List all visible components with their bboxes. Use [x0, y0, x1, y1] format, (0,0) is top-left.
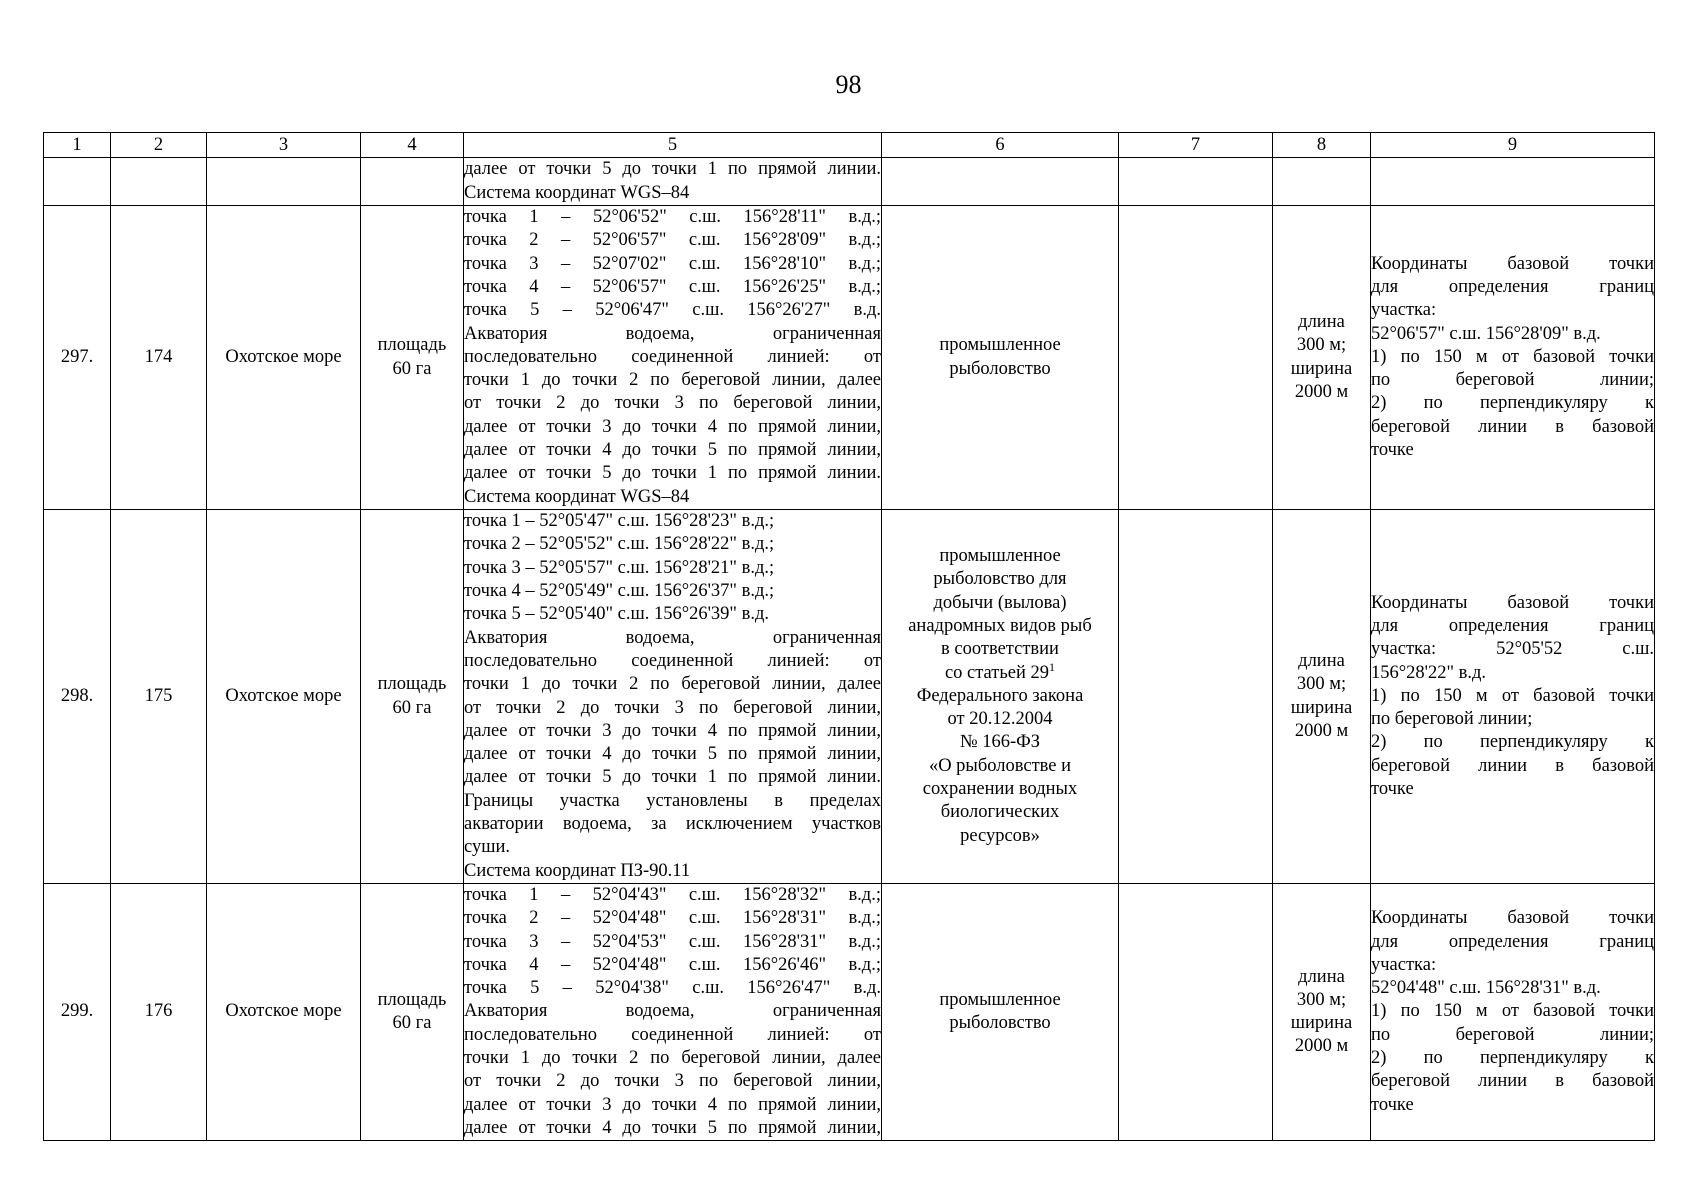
site-number: 175 [111, 510, 207, 884]
fishing-type-line [882, 708, 1118, 731]
site-number: 176 [111, 884, 207, 1141]
water-body [207, 158, 361, 206]
fishing-type-line [882, 615, 1118, 638]
boundary-description-line [464, 720, 881, 743]
boundary-description-text: точки 1 до точки 2 по береговой линии, далее [464, 370, 881, 391]
base-point-info-text: для определения границ [1371, 615, 1654, 636]
boundary-description-text: точка 1 – 52°04'43" с.ш. 156°28'32" в.д.; [464, 885, 881, 905]
base-point-info [1371, 510, 1655, 884]
boundary-description-line [464, 931, 881, 954]
column-header: 8 [1273, 133, 1371, 158]
area-line [361, 334, 463, 357]
area [361, 510, 464, 884]
fishing-type-text: от 20.12.2004 [947, 709, 1053, 730]
site-number [111, 158, 207, 206]
fishing-type-text: промышленное [939, 546, 1061, 567]
fishing-type-line [882, 545, 1118, 568]
column-header: 6 [882, 133, 1119, 158]
column-header: 2 [111, 133, 207, 158]
fishing-type-text: промышленное [939, 335, 1061, 356]
boundary-description-text: далее от точки 5 до точки 1 по прямой линии. [464, 767, 881, 788]
base-point-info-text: участка: [1371, 954, 1437, 975]
boundary-description-text: точки 1 до точки 2 по береговой линии, далее [464, 674, 881, 695]
base-point-info-line [1371, 954, 1654, 977]
site-size-line [1273, 650, 1370, 673]
site-size-text: 2000 м [1294, 1036, 1349, 1057]
column-header: 4 [361, 133, 464, 158]
fishing-type-text: рыболовство [949, 1013, 1051, 1034]
area-text: 60 га [392, 1013, 432, 1034]
boundary-description-line [464, 416, 881, 439]
base-point-info-text: точке [1371, 440, 1414, 461]
column-7-cell [1119, 510, 1273, 884]
boundary-description-line [464, 603, 881, 626]
column-header: 3 [207, 133, 361, 158]
site-size-line [1273, 381, 1370, 404]
boundary-description-text: далее от точки 3 до точки 4 по прямой линии, [464, 720, 881, 741]
boundary-description-text: от точки 2 до точки 3 по береговой линии, [464, 1071, 881, 1092]
site-size [1273, 158, 1371, 206]
fishing-type [882, 206, 1119, 510]
boundary-description-text: далее от точки 4 до точки 5 по прямой линии, [464, 1117, 881, 1138]
base-point-info-text: по береговой линии; [1371, 709, 1533, 730]
column-header: 7 [1119, 133, 1273, 158]
fishing-type-line [882, 638, 1118, 661]
boundary-description-line [464, 392, 881, 415]
boundary-description-text: точка 4 – 52°04'48" с.ш. 156°26'46" в.д.; [464, 954, 881, 975]
fishing-type-line [882, 755, 1118, 778]
boundary-description-line [464, 580, 881, 603]
fishing-type-line [882, 592, 1118, 615]
fishing-type-text: добычи (вылова) [933, 592, 1067, 613]
table-row [44, 510, 1655, 884]
boundary-description-line [464, 1094, 881, 1117]
site-size [1273, 510, 1371, 884]
site-size-text: ширина [1290, 358, 1353, 379]
area [361, 206, 464, 510]
base-point-info-text: 156°28'22" в.д. [1371, 662, 1487, 683]
boundary-description-text: Система координат ПЗ-90.11 [464, 860, 691, 881]
boundary-description-text: от точки 2 до точки 3 по береговой линии, [464, 697, 881, 718]
site-size [1273, 206, 1371, 510]
site-size-text: 300 м; [1296, 674, 1347, 695]
column-header: 9 [1371, 133, 1655, 158]
row-number: 299. [44, 884, 111, 1141]
boundary-description-text: точка 4 – 52°05'49" с.ш. 156°26'37" в.д.; [464, 581, 775, 602]
boundary-description-text: Акватория водоема, ограниченная [464, 1001, 881, 1022]
base-point-info-line [1371, 731, 1654, 754]
base-point-info-line [1371, 1094, 1654, 1117]
column-7-cell [1119, 158, 1273, 206]
area-line [361, 673, 463, 696]
column-number-row [44, 133, 1655, 158]
boundary-description-line [464, 627, 881, 650]
area-text: площадь [377, 335, 447, 356]
base-point-info-line [1371, 708, 1654, 731]
boundary-description-line [464, 439, 881, 462]
boundary-description-text: Акватория водоема, ограниченная [464, 627, 881, 648]
boundary-description-line [464, 158, 881, 181]
boundary-description-line [464, 907, 881, 930]
site-size-text: 300 м; [1296, 989, 1347, 1010]
column-7-cell [1119, 884, 1273, 1141]
boundary-description-text: Границы участка установлены в пределах [464, 790, 881, 811]
boundary-description-text: точка 2 – 52°06'57" с.ш. 156°28'09" в.д.; [464, 230, 881, 251]
fishing-type-line [882, 568, 1118, 591]
base-point-info-text: 2) по перпендикуляру к [1371, 1048, 1654, 1069]
base-point-info-text: Координаты базовой точки [1371, 908, 1654, 929]
boundary-description-line [464, 462, 881, 485]
boundary-description-text: далее от точки 5 до точки 1 по прямой линии. [464, 159, 881, 180]
base-point-info-line [1371, 276, 1654, 299]
boundary-description-line [464, 813, 881, 836]
boundary-description-line [464, 533, 881, 556]
site-size-text: длина [1298, 966, 1345, 987]
boundary-description-line [464, 977, 881, 1000]
area-text: 60 га [392, 697, 432, 718]
table-row [44, 206, 1655, 510]
base-point-info-text: участка: 52°05'52 с.ш. [1371, 639, 1654, 660]
site-size-text: 300 м; [1296, 335, 1347, 356]
boundary-description-line [464, 206, 881, 229]
boundary-description-text: далее от точки 3 до точки 4 по прямой линии, [464, 416, 881, 437]
base-point-info-line [1371, 369, 1654, 392]
site-size-line [1273, 720, 1370, 743]
base-point-info-text: точке [1371, 779, 1414, 800]
table-row [44, 884, 1655, 1141]
fishing-type-text: № 166-ФЗ [959, 732, 1041, 753]
site-size-text: 2000 м [1294, 720, 1349, 741]
boundary-description-line [464, 1000, 881, 1023]
boundary-description-line [464, 182, 881, 205]
fishing-type-text: «О рыболовстве и [928, 755, 1072, 776]
area-text: 60 га [392, 358, 432, 379]
boundary-description-text: далее от точки 5 до точки 1 по прямой линии. [464, 463, 881, 484]
fishing-type-text: промышленное [939, 989, 1061, 1010]
boundary-description-line [464, 346, 881, 369]
row-number [44, 158, 111, 206]
fishing-type-line [882, 825, 1118, 848]
base-point-info-text: 52°04'48" с.ш. 156°28'31" в.д. [1371, 978, 1601, 999]
site-size-line [1273, 966, 1370, 989]
site-size-line [1273, 311, 1370, 334]
base-point-info-text: по береговой линии; [1371, 370, 1654, 391]
base-point-info-text: участка: [1371, 300, 1437, 321]
boundary-description-text: точка 4 – 52°06'57" с.ш. 156°26'25" в.д.; [464, 276, 881, 297]
boundary-description-text: точка 3 – 52°05'57" с.ш. 156°28'21" в.д.; [464, 557, 775, 578]
boundary-description-line [464, 884, 881, 907]
water-body: Охотское море [207, 510, 361, 884]
boundary-description-line [464, 1070, 881, 1093]
boundary-description [464, 510, 882, 884]
boundary-description-line [464, 1024, 881, 1047]
fishing-type [882, 510, 1119, 884]
boundary-description-line [464, 954, 881, 977]
site-size-line [1273, 334, 1370, 357]
base-point-info-line [1371, 592, 1654, 615]
base-point-info-line [1371, 416, 1654, 439]
fishing-type-line [882, 1012, 1118, 1035]
base-point-info-text: для определения границ [1371, 931, 1654, 952]
boundary-description-text: далее от точки 4 до точки 5 по прямой линии, [464, 744, 881, 765]
base-point-info-text: точке [1371, 1094, 1414, 1115]
fishing-type-line [882, 801, 1118, 824]
fishing-type [882, 884, 1119, 1141]
fishing-type-text: рыболовство для [933, 569, 1067, 590]
boundary-description-text: точка 1 – 52°06'52" с.ш. 156°28'11" в.д.; [464, 207, 881, 228]
base-point-info-line [1371, 638, 1654, 661]
fishing-type-text: в соответствии [941, 639, 1059, 660]
boundary-description-text: Система координат WGS–84 [464, 486, 690, 507]
boundary-description-line [464, 743, 881, 766]
site-size-line [1273, 673, 1370, 696]
boundary-description-text: точка 5 – 52°04'38" с.ш. 156°26'47" в.д. [464, 978, 881, 999]
site-number: 174 [111, 206, 207, 510]
base-point-info-text: 1) по 150 м от базовой точки [1371, 685, 1654, 706]
base-point-info [1371, 158, 1655, 206]
boundary-description-line [464, 697, 881, 720]
fishing-type-text: ресурсов» [960, 825, 1040, 846]
boundary-description-line [464, 1117, 881, 1140]
column-header: 1 [44, 133, 111, 158]
boundary-description-line [464, 1047, 881, 1070]
boundary-description-text: Система координат WGS–84 [464, 182, 690, 203]
base-point-info-line [1371, 299, 1654, 322]
base-point-info-line [1371, 615, 1654, 638]
base-point-info-text: 52°06'57" с.ш. 156°28'09" в.д. [1371, 323, 1601, 344]
fishing-type-line [882, 685, 1118, 708]
base-point-info-line [1371, 931, 1654, 954]
boundary-description-text: точка 3 – 52°04'53" с.ш. 156°28'31" в.д.; [464, 931, 881, 952]
fishing-type-line [882, 334, 1118, 357]
base-point-info-text: 1) по 150 м от базовой точки [1371, 346, 1654, 367]
base-point-info-line [1371, 662, 1654, 685]
fishing-type-text: со статьей 29 [944, 662, 1050, 683]
base-point-info-line [1371, 346, 1654, 369]
fishing-type-text: сохранении водных [922, 779, 1078, 800]
base-point-info-line [1371, 907, 1654, 930]
boundary-description [464, 884, 882, 1141]
site-size-text: ширина [1290, 1013, 1353, 1034]
fishing-type-text: Федерального закона [916, 685, 1084, 706]
fishing-type-line [882, 778, 1118, 801]
base-point-info-text: береговой линии в базовой [1371, 755, 1654, 776]
boundary-description-line [464, 673, 881, 696]
boundary-description [464, 158, 882, 206]
boundary-description-text: точка 1 – 52°05'47" с.ш. 156°28'23" в.д.; [464, 511, 775, 532]
base-point-info-text: береговой линии в базовой [1371, 1071, 1654, 1092]
site-size-line [1273, 989, 1370, 1012]
area-text: площадь [377, 674, 447, 695]
site-size-line [1273, 697, 1370, 720]
area [361, 158, 464, 206]
base-point-info-text: 2) по перпендикуляру к [1371, 732, 1654, 753]
base-point-info-line [1371, 685, 1654, 708]
base-point-info [1371, 884, 1655, 1141]
area-line [361, 697, 463, 720]
boundary-description-line [464, 229, 881, 252]
boundary-description-text: точка 2 – 52°04'48" с.ш. 156°28'31" в.д.; [464, 908, 881, 929]
footnote-superscript: 1 [1049, 659, 1056, 674]
boundary-description-text: последовательно соединенной линией: от [464, 650, 881, 671]
base-point-info-text: по береговой линии; [1371, 1024, 1654, 1045]
boundary-description-line [464, 299, 881, 322]
boundary-description-line [464, 860, 881, 883]
boundary-description [464, 206, 882, 510]
boundary-description-text: Акватория водоема, ограниченная [464, 323, 881, 344]
fishing-type-text: анадромных видов рыб [908, 615, 1092, 636]
site-size-text: длина [1298, 311, 1345, 332]
boundary-description-text: суши. [464, 837, 510, 858]
boundary-description-line [464, 369, 881, 392]
boundary-description-text: точка 2 – 52°05'52" с.ш. 156°28'22" в.д.; [464, 534, 775, 555]
boundary-description-text: точки 1 до точки 2 по береговой линии, далее [464, 1048, 881, 1069]
base-point-info-text: береговой линии в базовой [1371, 416, 1654, 437]
base-point-info-text: Координаты базовой точки [1371, 592, 1654, 613]
base-point-info [1371, 206, 1655, 510]
fishing-type-line [882, 659, 1118, 685]
boundary-description-text: далее от точки 4 до точки 5 по прямой линии, [464, 440, 881, 461]
site-size-text: 2000 м [1294, 381, 1349, 402]
page-number: 98 [835, 70, 862, 99]
site-size [1273, 884, 1371, 1141]
area-line [361, 1012, 463, 1035]
boundary-description-text: точка 5 – 52°05'40" с.ш. 156°26'39" в.д. [464, 604, 770, 625]
base-point-info-line [1371, 323, 1654, 346]
fishing-type-text: рыболовство [949, 358, 1051, 379]
water-body: Охотское море [207, 206, 361, 510]
fishing-type-line [882, 989, 1118, 1012]
base-point-info-text: Координаты базовой точки [1371, 253, 1654, 274]
boundary-description-line [464, 790, 881, 813]
row-number: 297. [44, 206, 111, 510]
site-size-text: длина [1298, 650, 1345, 671]
boundary-description-line [464, 650, 881, 673]
fishing-sites-table [43, 132, 1655, 1141]
base-point-info-line [1371, 1000, 1654, 1023]
base-point-info-line [1371, 1070, 1654, 1093]
base-point-info-line [1371, 1047, 1654, 1070]
boundary-description-line [464, 323, 881, 346]
area [361, 884, 464, 1141]
base-point-info-line [1371, 1024, 1654, 1047]
base-point-info-line [1371, 253, 1654, 276]
boundary-description-text: далее от точки 3 до точки 4 по прямой линии, [464, 1094, 881, 1115]
site-size-line [1273, 1035, 1370, 1058]
boundary-description-text: последовательно соединенной линией: от [464, 1024, 881, 1045]
fishing-type-line [882, 731, 1118, 754]
row-number: 298. [44, 510, 111, 884]
boundary-description-text: от точки 2 до точки 3 по береговой линии, [464, 393, 881, 414]
fishing-type-text: биологических [940, 802, 1060, 823]
boundary-description-text: акватории водоема, за исключением участков [464, 813, 881, 834]
boundary-description-text: последовательно соединенной линией: от [464, 346, 881, 367]
table-row [44, 158, 1655, 206]
area-line [361, 989, 463, 1012]
base-point-info-line [1371, 778, 1654, 801]
area-text: площадь [377, 989, 447, 1010]
site-size-line [1273, 1012, 1370, 1035]
boundary-description-text: точка 5 – 52°06'47" с.ш. 156°26'27" в.д. [464, 300, 881, 321]
column-7-cell [1119, 206, 1273, 510]
base-point-info-line [1371, 392, 1654, 415]
boundary-description-line [464, 836, 881, 859]
site-size-line [1273, 358, 1370, 381]
column-header: 5 [464, 133, 882, 158]
boundary-description-line [464, 510, 881, 533]
base-point-info-text: для определения границ [1371, 276, 1654, 297]
boundary-description-line [464, 766, 881, 789]
boundary-description-line [464, 486, 881, 509]
water-body: Охотское море [207, 884, 361, 1141]
base-point-info-line [1371, 439, 1654, 462]
boundary-description-line [464, 557, 881, 580]
boundary-description-line [464, 276, 881, 299]
base-point-info-line [1371, 755, 1654, 778]
base-point-info-line [1371, 977, 1654, 1000]
boundary-description-text: точка 3 – 52°07'02" с.ш. 156°28'10" в.д.; [464, 253, 881, 274]
area-line [361, 358, 463, 381]
base-point-info-text: 1) по 150 м от базовой точки [1371, 1001, 1654, 1022]
base-point-info-text: 2) по перпендикуляру к [1371, 393, 1654, 414]
boundary-description-line [464, 253, 881, 276]
fishing-type [882, 158, 1119, 206]
fishing-type-line [882, 358, 1118, 381]
site-size-text: ширина [1290, 697, 1353, 718]
